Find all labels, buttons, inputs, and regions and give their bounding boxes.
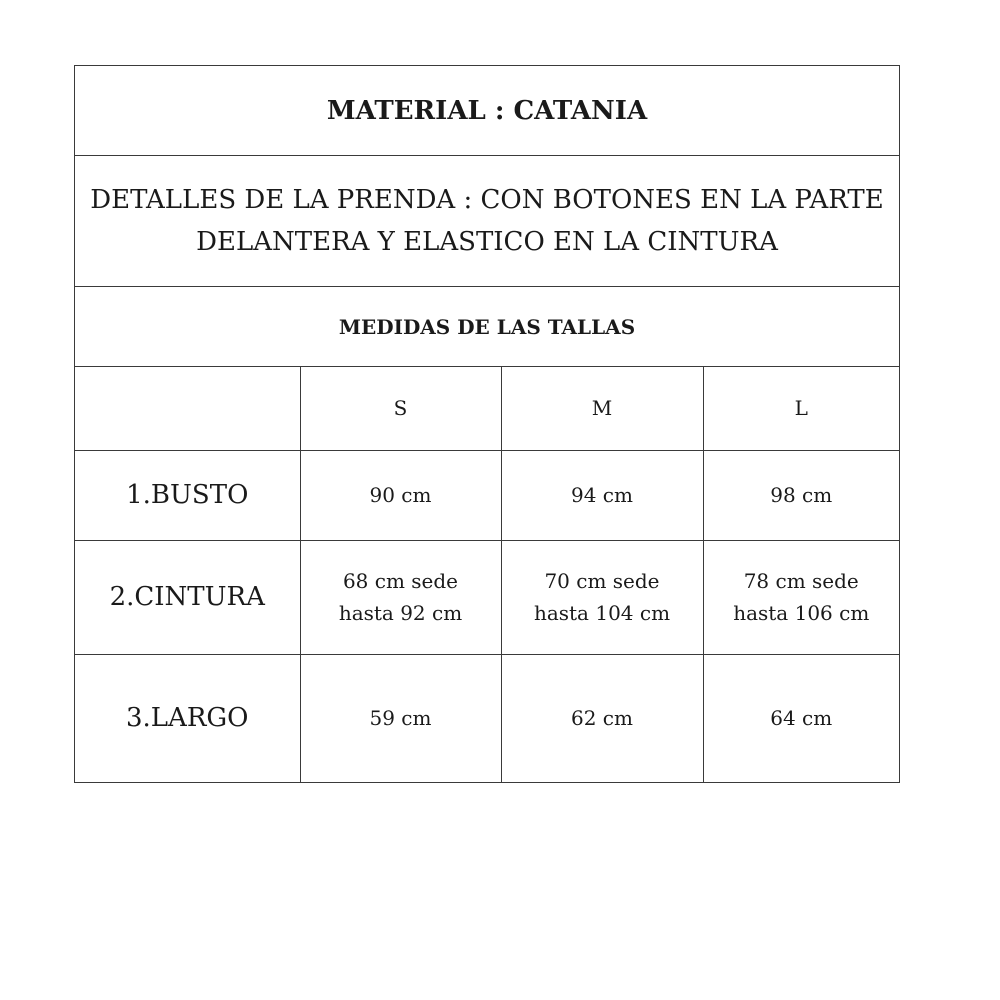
sizes-heading: MEDIDAS DE LAS TALLAS xyxy=(338,314,636,339)
cell-value: 59 cm xyxy=(369,706,432,731)
details-line-1: DETALLES DE LA PRENDA : CON BOTONES EN LA PARTE xyxy=(90,185,884,215)
cell-largo-l xyxy=(703,654,899,782)
size-chart xyxy=(74,65,900,783)
cell-cintura-s xyxy=(300,540,501,654)
cell-cintura-l xyxy=(703,540,899,654)
details-text xyxy=(90,179,883,263)
cell-value: 62 cm xyxy=(571,706,633,731)
row-label-cintura: 2.CINTURA xyxy=(75,540,300,654)
row-label-largo: 3.LARGO xyxy=(75,654,300,782)
cell-value-line-2: hasta 106 cm xyxy=(733,601,870,625)
cell-busto-m xyxy=(501,450,703,540)
cell-value: 64 cm xyxy=(770,706,833,731)
row-label-busto: 1.BUSTO xyxy=(75,450,300,540)
cell-value-line-1: 70 cm sede xyxy=(544,569,660,593)
cell-value-line-2: hasta 104 cm xyxy=(533,601,671,625)
cell-value: 94 cm xyxy=(571,483,633,507)
table-row-cintura xyxy=(75,540,899,654)
material-text: MATERIAL : CATANIA xyxy=(326,95,648,126)
cell-busto-s xyxy=(300,450,501,540)
sizes-heading-row xyxy=(75,287,899,367)
size-header-row xyxy=(75,367,899,450)
cell-largo-m xyxy=(501,654,703,782)
cell-busto-l xyxy=(703,450,899,540)
size-header-m: M xyxy=(501,367,703,450)
cell-value-line-1: 68 cm sede xyxy=(342,569,459,593)
material-row xyxy=(75,66,899,156)
cell-cintura-m xyxy=(501,540,703,654)
size-header-l: L xyxy=(703,367,899,450)
table-row-largo xyxy=(75,654,899,782)
cell-value-line-2: hasta 92 cm xyxy=(338,601,463,625)
cell-value: 90 cm xyxy=(369,483,432,507)
cell-largo-s xyxy=(300,654,501,782)
details-row xyxy=(75,156,899,287)
corner-cell xyxy=(75,367,300,450)
cell-value: 98 cm xyxy=(770,483,833,507)
size-header-s: S xyxy=(300,367,501,450)
sizes-table xyxy=(75,367,899,782)
cell-value-line-1: 78 cm sede xyxy=(743,569,859,593)
table-row-busto xyxy=(75,450,899,540)
details-line-2: DELANTERA Y ELASTICO EN LA CINTURA xyxy=(196,227,778,257)
